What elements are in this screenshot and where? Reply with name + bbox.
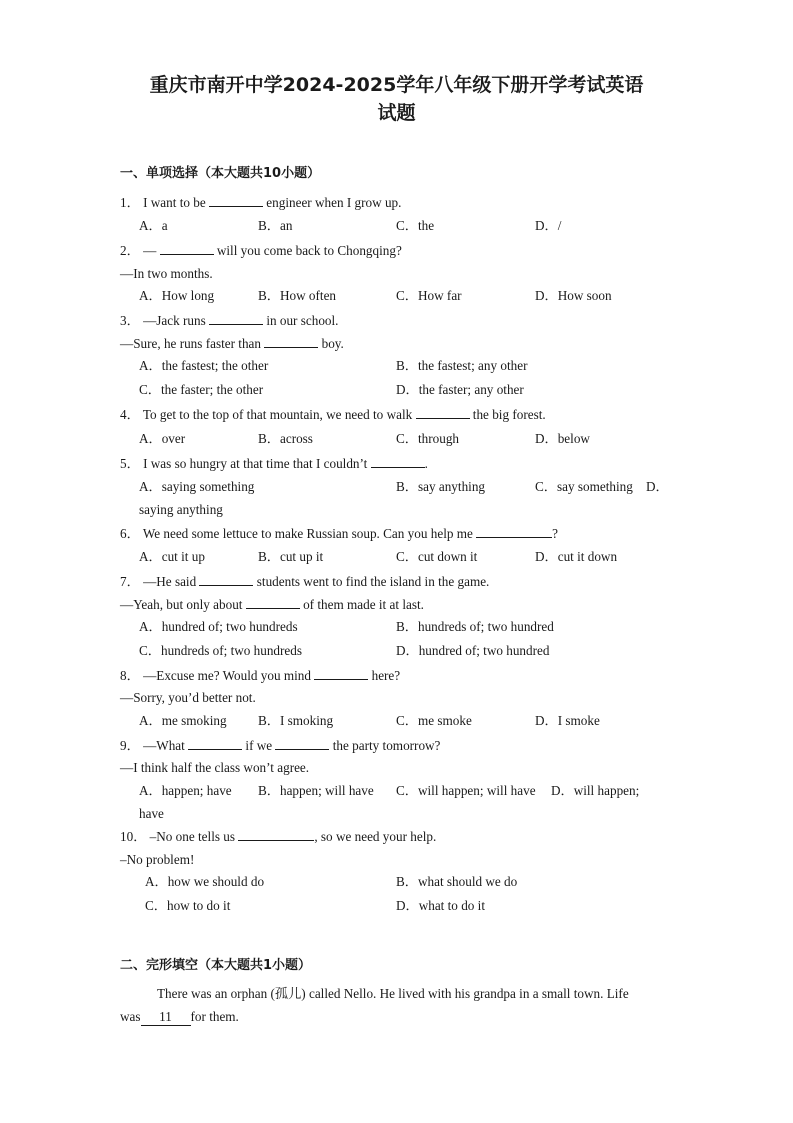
option-a: A．How long: [139, 288, 215, 303]
option-a: A．me smoking: [139, 713, 227, 728]
option-d: D．How soon: [535, 288, 612, 303]
option-d: D．what to do it: [396, 898, 486, 913]
stem-text: —Jack runs: [143, 313, 206, 328]
section-heading-cloze: 二、完形填空（本大题共1小题）: [120, 958, 312, 973]
stem-text: We need some lettuce to make Russian soup. Can you help me: [142, 526, 473, 541]
option-a: A．over: [139, 431, 186, 446]
option-c: C．the: [396, 218, 435, 233]
stem-text: if we: [245, 738, 273, 753]
option-a: A．happen; have: [139, 783, 232, 798]
stem-text: —Excuse me? Would you mind: [143, 668, 311, 683]
stem-text: —What: [143, 738, 185, 753]
question-10-stem: [120, 828, 436, 845]
question-number: 10．: [120, 829, 147, 844]
answer-blank: [246, 596, 300, 609]
option-c: C．will happen; will have: [396, 783, 536, 798]
question-8-reply: —Sorry, you’d better not.: [120, 690, 256, 705]
section-heading-single-choice: 一、单项选择（本大题共10小题）: [120, 166, 321, 181]
stem-text: —Sure, he runs faster than: [120, 336, 261, 351]
option-c: C．how to do it: [145, 898, 231, 913]
stem-text: boy.: [321, 336, 344, 351]
stem-text: I was so hungry at that time that I couldn’t: [143, 456, 368, 471]
answer-blank: [209, 194, 263, 207]
question-5-stem: [120, 455, 428, 472]
option-b: B．I smoking: [258, 713, 334, 728]
passage-text: was: [120, 1009, 141, 1024]
stem-text: —He said: [143, 574, 197, 589]
option-d-label: D．: [646, 479, 669, 494]
stem-text: will you come back to Chongqing?: [216, 243, 402, 258]
passage-line-1: There was an orphan (孤儿) called Nello. He lived with his grandpa in a small town. Life: [157, 986, 629, 1001]
stem-text: .: [424, 456, 428, 471]
option-d: D．cut it down: [535, 549, 618, 564]
option-b: B．across: [258, 431, 313, 446]
stem-text: of them made it at last.: [303, 597, 424, 612]
option-c: C．hundreds of; two hundreds: [139, 643, 302, 658]
stem-text: ?: [552, 526, 559, 541]
answer-blank: [476, 525, 552, 538]
option-c: C．me smoke: [396, 713, 472, 728]
option-c: C．cut down it: [396, 549, 478, 564]
option-d-text: saying anything: [139, 502, 223, 517]
option-c: C．through: [396, 431, 460, 446]
question-4-stem: [120, 406, 546, 423]
option-c: C．How far: [396, 288, 462, 303]
option-a: A．a: [139, 218, 168, 233]
option-d: D．below: [535, 431, 590, 446]
option-c: C．the faster; the other: [139, 382, 264, 397]
option-d-continued: have: [139, 806, 164, 821]
option-b: B．cut up it: [258, 549, 324, 564]
answer-blank: [199, 573, 253, 586]
stem-text: in our school.: [266, 313, 339, 328]
option-b: B．the fastest; any other: [396, 358, 528, 373]
option-d: D．/: [535, 218, 562, 233]
stem-text: To get to the top of that mountain, we need to walk: [142, 407, 413, 422]
question-1-stem: [120, 194, 401, 211]
page-title-line1: 重庆市南开中学2024-2025学年八年级下册开学考试英语: [149, 74, 644, 96]
question-number: 8．: [120, 668, 140, 683]
question-8-stem: [120, 667, 400, 684]
stem-text: the big forest.: [472, 407, 546, 422]
stem-text: engineer when I grow up.: [266, 195, 402, 210]
question-6-stem: [120, 525, 558, 542]
option-b: B．happen; will have: [258, 783, 374, 798]
question-2-stem: [120, 242, 402, 259]
answer-blank: [209, 312, 263, 325]
option-b: B．How often: [258, 288, 337, 303]
question-9-reply: —I think half the class won’t agree.: [120, 760, 310, 775]
question-2-reply: —In two months.: [120, 266, 213, 281]
question-number: 6．: [120, 526, 140, 541]
question-10-reply: –No problem!: [120, 852, 195, 867]
stem-text: I want to be: [143, 195, 206, 210]
stem-text: students went to find the island in the game.: [256, 574, 490, 589]
stem-text: here?: [371, 668, 401, 683]
answer-blank: [238, 828, 314, 841]
question-number: 5．: [120, 456, 140, 471]
passage-text: for them.: [190, 1009, 239, 1024]
passage-line-2: [120, 1009, 239, 1026]
question-number: 7．: [120, 574, 140, 589]
answer-blank: [160, 242, 214, 255]
answer-blank: [314, 667, 368, 680]
question-number: 9．: [120, 738, 140, 753]
stem-text: —Yeah, but only about: [120, 597, 243, 612]
option-a: A．cut it up: [139, 549, 205, 564]
question-7-stem: [120, 573, 489, 590]
stem-text: —: [143, 243, 157, 258]
option-c: C．say something: [535, 479, 633, 494]
option-d: D．hundred of; two hundred: [396, 643, 550, 658]
question-3-reply: [120, 335, 344, 352]
option-b: B．hundreds of; two hundred: [396, 619, 554, 634]
stem-text: the party tomorrow?: [332, 738, 441, 753]
option-a: A．hundred of; two hundreds: [139, 619, 298, 634]
stem-text: , so we need your help.: [314, 829, 437, 844]
question-number: 1．: [120, 195, 140, 210]
option-b: B．say anything: [396, 479, 486, 494]
question-9-stem: [120, 737, 440, 754]
question-number: 2．: [120, 243, 140, 258]
option-d: D．the faster; any other: [396, 382, 524, 397]
answer-blank: [264, 335, 318, 348]
answer-blank: [188, 737, 242, 750]
cloze-blank-11: 11: [141, 1009, 191, 1026]
page-title-line2: 试题: [377, 102, 416, 124]
question-3-stem: [120, 312, 338, 329]
option-a: A．the fastest; the other: [139, 358, 269, 373]
option-d: D．I smoke: [535, 713, 600, 728]
question-number: 3．: [120, 313, 140, 328]
option-d: D．will happen;: [551, 783, 640, 798]
answer-blank: [371, 455, 425, 468]
option-b: B．an: [258, 218, 293, 233]
question-number: 4．: [120, 407, 140, 422]
option-b: B．what should we do: [396, 874, 518, 889]
option-a: A．how we should do: [145, 874, 265, 889]
answer-blank: [275, 737, 329, 750]
answer-blank: [416, 406, 470, 419]
question-7-reply: [120, 596, 424, 613]
stem-text: –No one tells us: [149, 829, 236, 844]
option-a: A．saying something: [139, 479, 255, 494]
